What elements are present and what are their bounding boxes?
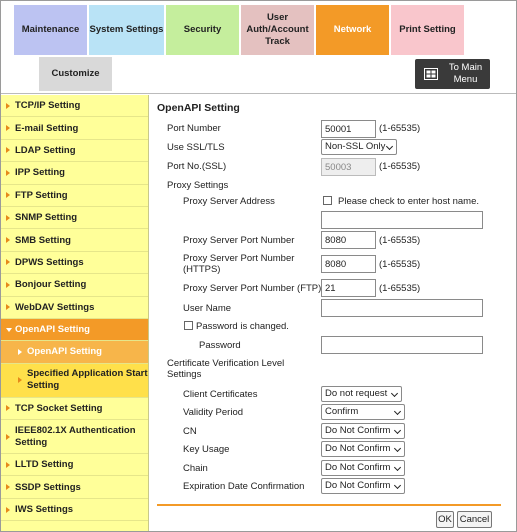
sidebar-subitem-openapi-setting[interactable]: OpenAPI Setting (1, 341, 148, 363)
arrow-right-icon (6, 147, 10, 153)
sidebar-subitem-specified-app-start[interactable]: Specified Application Start Setting (1, 364, 148, 398)
proxy-port-ftp-range: (1-65535) (379, 283, 421, 294)
use-ssl-select[interactable]: Non-SSL Only (321, 139, 397, 155)
proxy-settings-label: Proxy Settings (167, 180, 229, 191)
use-ssl-label: Use SSL/TLS (167, 142, 225, 153)
proxy-address-input[interactable] (321, 211, 483, 229)
chevron-down-icon (386, 143, 393, 150)
sidebar-item-lltd[interactable]: LLTD Setting (1, 454, 148, 476)
tab-maintenance[interactable]: Maintenance (13, 4, 88, 56)
sidebar-item-tcp-socket[interactable]: TCP Socket Setting (1, 398, 148, 420)
sidebar-item-ipp[interactable]: IPP Setting (1, 162, 148, 184)
top-tab-bar (1, 1, 516, 94)
arrow-right-icon (6, 462, 10, 468)
sidebar-item-email[interactable]: E-mail Setting (1, 117, 148, 139)
validity-label: Validity Period (183, 407, 244, 418)
proxy-port-https-range: (1-65535) (379, 259, 421, 270)
password-label: Password (199, 340, 241, 351)
ok-button[interactable]: OK (436, 511, 454, 528)
sidebar-item-bonjour[interactable]: Bonjour Setting (1, 274, 148, 296)
sidebar-item-ssdp[interactable]: SSDP Settings (1, 476, 148, 498)
key-usage-label: Key Usage (183, 444, 230, 455)
port-ssl-label: Port No.(SSL) (167, 161, 227, 172)
sidebar-item-snmp[interactable]: SNMP Setting (1, 207, 148, 229)
key-usage-select[interactable]: Do Not Confirm (321, 441, 405, 457)
to-main-menu-button[interactable] (415, 59, 490, 89)
port-number-range: (1-65535) (379, 123, 421, 134)
main-menu-icon (421, 68, 441, 80)
sidebar-item-ldap[interactable]: LDAP Setting (1, 140, 148, 162)
proxy-port-label: Proxy Server Port Number (183, 235, 295, 246)
password-input[interactable] (321, 336, 483, 354)
tab-customize[interactable]: Customize (38, 56, 113, 92)
arrow-right-icon (6, 282, 10, 288)
arrow-down-icon (6, 328, 12, 332)
tab-system-settings[interactable]: System Settings (88, 4, 165, 56)
sidebar-item-ftp[interactable]: FTP Setting (1, 185, 148, 207)
client-cert-select[interactable]: Do not request (321, 386, 402, 402)
sidebar (1, 95, 149, 531)
sidebar-item-tcpip[interactable]: TCP/IP Setting (1, 95, 148, 117)
arrow-right-icon (6, 125, 10, 131)
port-number-label: Port Number (167, 123, 221, 134)
tab-print-setting[interactable]: Print Setting (390, 4, 465, 56)
proxy-port-range: (1-65535) (379, 235, 421, 246)
expiration-label: Expiration Date Confirmation (183, 481, 305, 492)
proxy-address-label: Proxy Server Address (183, 196, 275, 207)
cert-level-label: Certificate Verification Level Settings (167, 358, 285, 380)
arrow-right-icon (6, 434, 10, 440)
client-cert-label: Client Certificates (183, 389, 258, 400)
sidebar-item-openapi[interactable]: OpenAPI Setting (1, 319, 148, 341)
port-ssl-range: (1-65535) (379, 161, 421, 172)
port-ssl-input[interactable] (321, 158, 376, 176)
chevron-down-icon (394, 445, 401, 452)
arrow-right-icon (6, 103, 10, 109)
sidebar-item-iws[interactable]: IWS Settings (1, 499, 148, 521)
arrow-right-icon (6, 237, 10, 243)
sidebar-item-dpws[interactable]: DPWS Settings (1, 252, 148, 274)
arrow-right-icon (6, 484, 10, 490)
arrow-right-icon (6, 192, 10, 198)
arrow-right-icon (6, 405, 10, 411)
arrow-right-icon (6, 170, 10, 176)
arrow-right-icon (6, 304, 10, 310)
arrow-right-icon (18, 349, 22, 355)
password-changed-checkbox[interactable] (184, 321, 193, 330)
proxy-port-input[interactable] (321, 231, 376, 249)
arrow-right-icon (6, 507, 10, 513)
proxy-port-ftp-input[interactable] (321, 279, 376, 297)
user-name-input[interactable] (321, 299, 483, 317)
chevron-down-icon (394, 408, 401, 415)
proxy-hostname-check-label: Please check to enter host name. (338, 196, 479, 207)
chevron-down-icon (394, 482, 401, 489)
sidebar-item-smb[interactable]: SMB Setting (1, 229, 148, 251)
cn-label: CN (183, 426, 197, 437)
proxy-port-https-label: Proxy Server Port Number (HTTPS) (183, 253, 295, 275)
sidebar-item-webdav[interactable]: WebDAV Settings (1, 297, 148, 319)
chevron-down-icon (394, 427, 401, 434)
validity-select[interactable]: Confirm (321, 404, 405, 420)
chain-select[interactable]: Do Not Confirm (321, 460, 405, 476)
divider (157, 504, 501, 506)
port-number-input[interactable] (321, 120, 376, 138)
proxy-hostname-checkbox[interactable] (323, 196, 332, 205)
tab-security[interactable]: Security (165, 4, 240, 56)
arrow-right-icon (6, 215, 10, 221)
password-changed-label: Password is changed. (196, 321, 289, 332)
tab-network[interactable]: Network (315, 4, 390, 56)
arrow-right-icon (6, 259, 10, 265)
proxy-port-ftp-label: Proxy Server Port Number (FTP) (183, 283, 322, 294)
chevron-down-icon (394, 464, 401, 471)
page-title: OpenAPI Setting (157, 102, 240, 114)
tab-user-auth[interactable]: User Auth/Account Track (240, 4, 315, 56)
cn-select[interactable]: Do Not Confirm (321, 423, 405, 439)
proxy-port-https-input[interactable] (321, 255, 376, 273)
arrow-right-icon (18, 377, 22, 383)
expiration-select[interactable]: Do Not Confirm (321, 478, 405, 494)
settings-panel (157, 99, 509, 529)
chain-label: Chain (183, 463, 208, 474)
chevron-down-icon (391, 390, 398, 397)
user-name-label: User Name (183, 303, 232, 314)
sidebar-item-ieee8021x[interactable]: IEEE802.1X Authentication Setting (1, 420, 148, 454)
cancel-button[interactable]: Cancel (457, 511, 492, 528)
main-menu-label: To Main Menu (448, 62, 483, 85)
